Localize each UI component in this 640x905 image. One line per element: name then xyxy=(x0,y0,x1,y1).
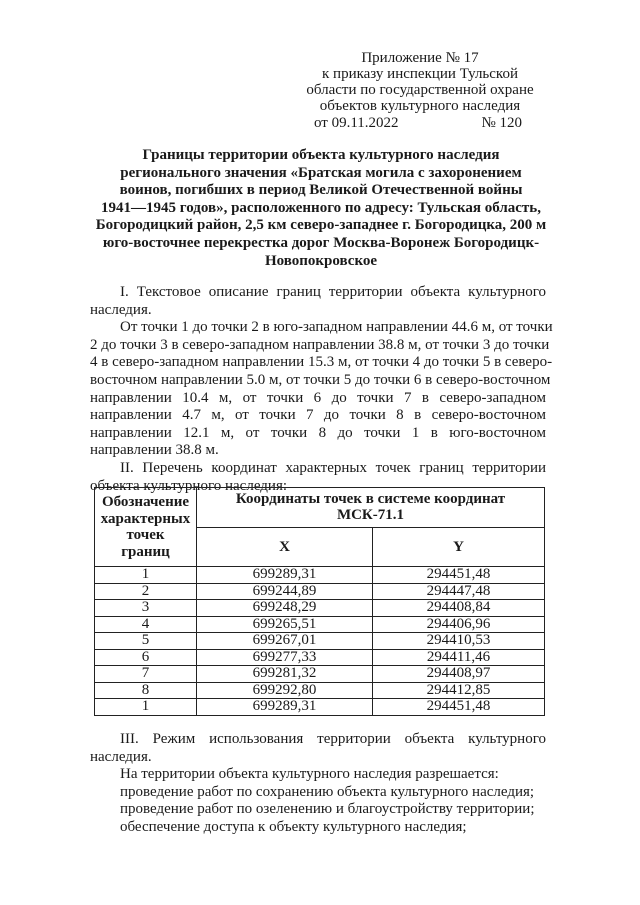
regime-line: проведение работ по сохранению объекта культурного наследия; xyxy=(120,783,535,800)
title-line: юго-восточнее перекрестка дорог Москва-Воронеж Богородицк- xyxy=(102,234,540,251)
appendix-line: области по государственной охране xyxy=(306,82,534,98)
title-line: 1941—1945 годов», расположенного по адресу: Тульская область, xyxy=(101,199,541,216)
description-line: 4 в северо-западном направлении 15.3 м, от точки 4 до точки 5 в северо- xyxy=(90,354,553,371)
y-cell: 294451,48 xyxy=(373,699,545,716)
table-row xyxy=(95,600,545,617)
point-cell: 1 xyxy=(95,567,197,584)
title-line: регионального значения «Братская могила с захоронением xyxy=(120,164,522,181)
description-line: От точки 1 до точки 2 в юго-западном направлении 44.6 м, от точки xyxy=(120,319,553,336)
point-cell: 8 xyxy=(95,682,197,699)
description-line: направлении 10.4 м, от точки 6 до точки 7 в северо-западном xyxy=(90,389,546,406)
y-cell: 294411,46 xyxy=(373,649,545,666)
title-line: Богородицкий район, 2,5 км северо-западнее г. Богородицка, 200 м xyxy=(95,217,547,234)
table-row xyxy=(95,567,545,584)
section-heading: I. Текстовое описание границ территории объекта культурного xyxy=(120,284,546,300)
description-line: направлении 38.8 м. xyxy=(90,442,219,459)
regime-line: обеспечение доступа к объекту культурного наследия; xyxy=(120,818,467,835)
appendix-header xyxy=(300,50,540,131)
y-cell: 294410,53 xyxy=(373,633,545,650)
y-cell: 294447,48 xyxy=(373,583,545,600)
x-cell: 699289,31 xyxy=(197,567,373,584)
y-cell: 294412,85 xyxy=(373,682,545,699)
point-designation-header: Обозначение характерных точек границ xyxy=(95,488,197,567)
point-cell: 6 xyxy=(95,649,197,666)
description-line: направлении 12.1 м, от точки 8 до точки 1 в юго-восточном xyxy=(90,424,546,441)
x-cell: 699292,80 xyxy=(197,682,373,699)
description-line: восточном направлении 5.0 м, от точки 5 до точки 6 в северо-восточном xyxy=(90,371,551,388)
section-heading-cont: объекта культурного наследия: xyxy=(90,477,288,494)
y-cell: 294408,84 xyxy=(373,600,545,617)
coordinate-system-header: Координаты точек в системе координат МСК-71.1 xyxy=(197,488,545,528)
x-cell: 699267,01 xyxy=(197,633,373,650)
x-cell: 699244,89 xyxy=(197,583,373,600)
section-heading: III. Режим использования территории объекта культурного xyxy=(120,731,546,747)
order-date: от 09.11.2022 xyxy=(314,115,399,131)
section-3 xyxy=(90,731,546,837)
point-cell: 4 xyxy=(95,616,197,633)
point-cell: 5 xyxy=(95,633,197,650)
x-cell: 699289,31 xyxy=(197,699,373,716)
table-row xyxy=(95,633,545,650)
point-cell: 3 xyxy=(95,600,197,617)
table-row xyxy=(95,666,545,683)
y-cell: 294406,96 xyxy=(373,616,545,633)
description-line: направлении 4.7 м, от точки 7 до точки 8 в северо-восточном xyxy=(90,407,546,424)
x-cell: 699281,32 xyxy=(197,666,373,683)
table-row xyxy=(95,583,545,600)
description-line: 2 до точки 3 в северо-западном направлении 38.8 м, от точки 3 до точки xyxy=(90,336,550,353)
x-cell: 699248,29 xyxy=(197,600,373,617)
section-heading-cont: наследия. xyxy=(90,748,152,765)
title-line: воинов, погибших в период Великой Отечественной войны xyxy=(119,182,523,199)
section-heading-cont: наследия. xyxy=(90,301,152,318)
appendix-line: к приказу инспекции Тульской xyxy=(322,66,518,82)
table-row xyxy=(95,682,545,699)
appendix-line: объектов культурного наследия xyxy=(319,98,521,114)
point-cell: 1 xyxy=(95,699,197,716)
x-cell: 699265,51 xyxy=(197,616,373,633)
document-title xyxy=(86,147,556,270)
x-column-header: X xyxy=(197,527,373,567)
title-line: Новопокровское xyxy=(264,252,378,269)
table-row xyxy=(95,649,545,666)
regime-line: На территории объекта культурного наследия разрешается: xyxy=(120,766,499,783)
regime-line: проведение работ по озеленению и благоустройству территории; xyxy=(120,801,535,818)
point-cell: 2 xyxy=(95,583,197,600)
order-date-line xyxy=(300,115,540,131)
title-line: Границы территории объекта культурного наследия xyxy=(142,147,500,163)
table-row xyxy=(95,616,545,633)
section-heading: II. Перечень координат характерных точек границ территории xyxy=(120,459,546,476)
section-1 xyxy=(90,284,553,495)
y-column-header: Y xyxy=(373,527,545,567)
y-cell: 294408,97 xyxy=(373,666,545,683)
coordinates-table xyxy=(94,487,545,716)
appendix-line: Приложение № 17 xyxy=(361,50,479,66)
x-cell: 699277,33 xyxy=(197,649,373,666)
y-cell: 294451,48 xyxy=(373,567,545,584)
order-number: № 120 xyxy=(481,115,522,131)
table-row xyxy=(95,699,545,716)
point-cell: 7 xyxy=(95,666,197,683)
